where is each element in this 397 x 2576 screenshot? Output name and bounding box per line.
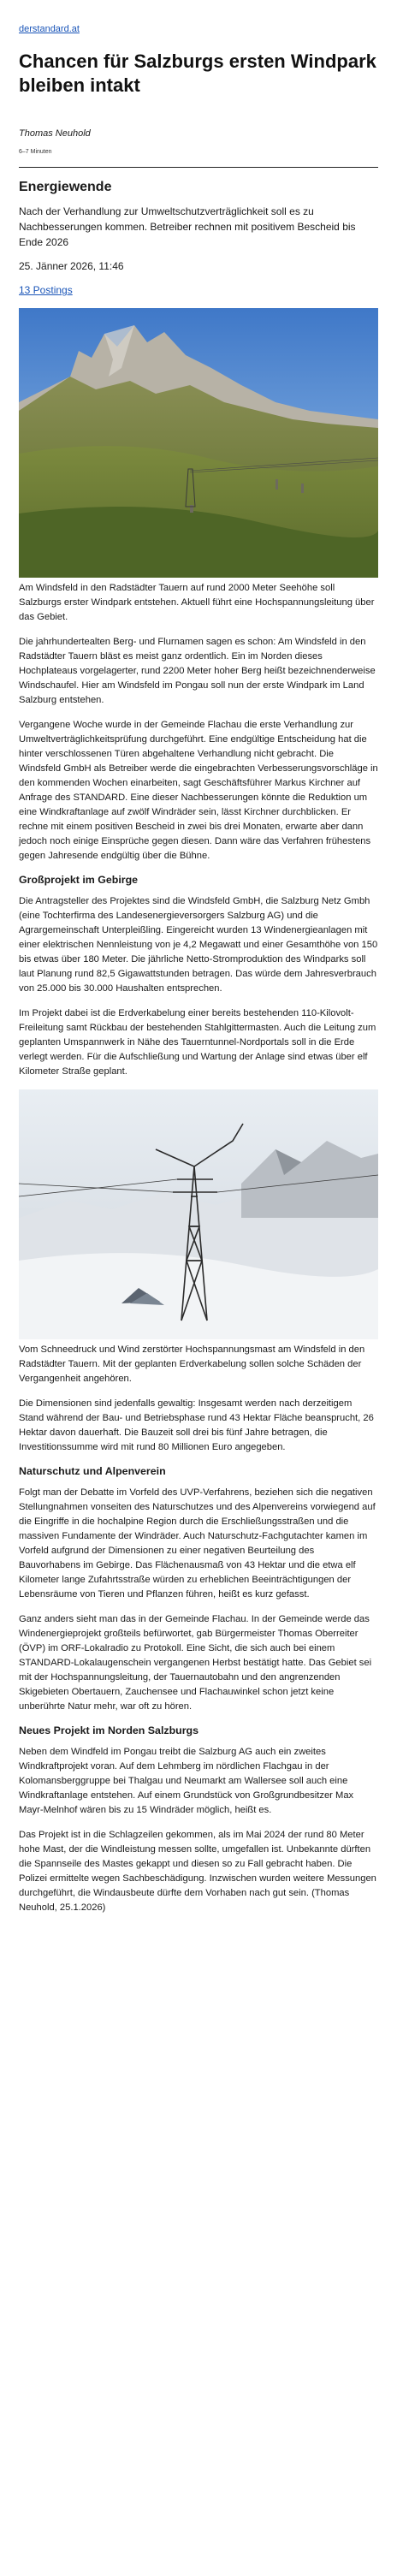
postings-link[interactable]: 13 Postings bbox=[19, 284, 73, 296]
read-time: 6–7 Minuten bbox=[19, 149, 52, 155]
header-divider bbox=[19, 167, 378, 168]
paragraph: Die Dimensionen sind jedenfalls gewaltig: Insgesamt werden nach derzeitigem Stand während der Bau- und Betriebsphase rund 43 Hektar Fläche beansprucht, 26 Hektar davon dauerhaft. Die Bauzeit soll drei bis fünf Jahre betragen, die Investitionssumme wird mit rund 80 Millionen Euro angegeben. bbox=[19, 1398, 374, 1452]
subheading-grossprojekt: Großprojekt im Gebirge bbox=[19, 874, 139, 886]
article-title: Chancen für Salzburgs ersten Windpark bleiben intakt bbox=[19, 50, 376, 96]
paragraph: Folgt man der Debatte im Vorfeld des UVP-Verfahrens, beziehen sich die negativen Stellungnahmen vonseiten des Naturschutzes und des Alpenvereins vorwiegend auf die Eingriffe in die hochalpine Region durch die Erschließungsstraßen und die massiven Fundamente der Windräder. Auch Naturschutz-Fachgutachter kamen im Vorfeld aufgrund der Dimensionen zu einer negativen Beurteilung des Bauvorhabens im Gebirge. Das Flächenausmaß von 43 Hektar und die etwa elf Kilometer lange Zufahrtsstraße würden zu erheblichen Beeinträchtigungen der Lebensräume von Tieren und Pflanzen führen, heißt es kurz gefasst. bbox=[19, 1487, 376, 1600]
paragraph: Ganz anders sieht man das in der Gemeinde Flachau. In der Gemeinde werde das Windenergieprojekt großteils befürwortet, gab Bürgermeister Thomas Oberreiter (ÖVP) im ORF-Lokalradio zu Protokoll. Eine Sicht, die sich auch bei einem STANDARD-Lokalaugenschein vergangenen Herbst bestätigt hatte. Das Gebiet sei mit der Hochspannungsleitung, der Tauernautobahn und den angrenzenden Skigebieten Obertauern, Zauchensee und Flachauwinkel schon jetzt keine unberührte Natur mehr, war oft zu hören. bbox=[19, 1614, 372, 1712]
subheading-naturschutz: Naturschutz und Alpenverein bbox=[19, 1465, 166, 1477]
destroyed-pylon-image bbox=[19, 1089, 378, 1339]
paragraph: Die Antragsteller des Projektes sind die Windsfeld GmbH, die Salzburg Netz Gmbh (eine Tochterfirma des Landesenergieversorgers Salzburg AG) und die Agrargemeinschaft Unterpleißling. Eingereicht wurden 13 Windenergieanlagen mit einer elektrischen Nennleistung von je 4,2 Megawatt und einer Gesamthöhe von 150 bis etwas über 180 Meter. Die jährliche Netto-Stromproduktion des Windparks soll laut Planung rund 82,5 Gigawattstunden betragen. Das würde dem Jahresverbrauch von 25.000 bis 30.000 Haushalten entsprechen. bbox=[19, 896, 378, 994]
image1-caption: Am Windsfeld in den Radstädter Tauern auf rund 2000 Meter Seehöhe soll Salzburgs erster Windpark entstehen. Aktuell führt eine Hochspannungsleitung über das Gebiet. bbox=[19, 583, 375, 622]
article-date: 25. Jänner 2026, 11:46 bbox=[19, 260, 124, 272]
subheading-neues-projekt: Neues Projekt im Norden Salzburgs bbox=[19, 1724, 199, 1736]
article-kicker: Energiewende bbox=[19, 180, 112, 194]
paragraph: Das Projekt ist in die Schlagzeilen gekommen, als im Mai 2024 der rund 80 Meter hohe Mast, der die Windleistung messen sollte, umgefallen ist. Unbekannte dürften die Spannseile des Mastes gekappt und diesen so zu Fall gebracht haben. Die Polizei ermittelte wegen Sachbeschädigung. Inzwischen wurden weitere Messungen durchgeführt, die Windausbeute dürfte dem Vorhaben nach gut sein. (Thomas Neuhold, 25.1.2026) bbox=[19, 1830, 376, 1913]
paragraph: Die jahrhundertealten Berg- und Flurnamen sagen es schon: Am Windsfeld in den Radstädter Tauern bläst es meist ganz ordentlich. Ein im Norden dieses Hochplateaus vorgelagerter, rund 2200 Meter hoher Berg heißt bezeichnenderweise Windschaufel. Hier am Windsfeld im Pongau soll nun der erste Windpark im Land Salzburg entstehen. bbox=[19, 637, 376, 705]
paragraph: Im Projekt dabei ist die Erdverkabelung einer bereits bestehenden 110-Kilovolt-Freileitung samt Rückbau der bestehenden Stahlgittermasten. Auch die Leitung zum geplanten Umspannwerk in Nähe des Tauerntunnel-Nordportals soll in die Erde verlegt werden. Für die Aufschließung und Wartung der Anlage sind etwas über elf Kilometer Straße geplant. bbox=[19, 1008, 376, 1077]
image2-caption: Vom Schneedruck und Wind zerstörter Hochspannungsmast am Windsfeld in den Radstädter Tauern. Mit der geplanten Erdverkabelung sollen solche Schäden der Vergangenheit angehören. bbox=[19, 1344, 365, 1384]
paragraph: Vergangene Woche wurde in der Gemeinde Flachau die erste Verhandlung zur Umweltverträglichkeitsprüfung durchgeführt. Eine endgültige Entscheidung hat die hinter verschlossenen Türen abgehaltene Verhandlung nicht gebracht. Die Windsfeld GmbH als Betreiber werde die eingebrachten Verbesserungsvorschläge in den kommenden Wochen einarbeiten, sagt Geschäftsführer Markus Kirchner auf Anfrage des STANDARD. Eine dieser Nachbesserungen könnte die Reduktion um eine Windkraftanlage auf zwölf Windräder sein, lässt Kirchner durchblicken. Er rechne mit einem positiven Bescheid in zwei bis drei Monaten, erwarte aber dann jedoch noch einige Einsprüche gegen diesen. Dann wäre das Verfahren frühestens gegen Jahresende endgültig über die Bühne. bbox=[19, 720, 378, 861]
source-link[interactable]: derstandard.at bbox=[19, 24, 80, 34]
article-author: Thomas Neuhold bbox=[19, 128, 91, 139]
article-lead: Nach der Verhandlung zur Umweltschutzverträglichkeit soll es zu Nachbesserungen kommen. Betreiber rechnen mit positivem Bescheid bis Ende 2026 bbox=[19, 205, 356, 248]
paragraph: Neben dem Windfeld im Pongau treibt die Salzburg AG auch ein zweites Windkraftprojekt voran. Auf dem Lehmberg im nördlichen Flachgau in der Kolomansberggruppe bei Thalgau und Neumarkt am Wallersee soll auch eine Windkraftanlage entstehen. Auf einem Grundstück von Großgrundbesitzer Max Mayr-Melnhof wären bis zu 15 Windräder möglich, heißt es. bbox=[19, 1747, 354, 1815]
windsfeld-landscape-image bbox=[19, 308, 378, 578]
